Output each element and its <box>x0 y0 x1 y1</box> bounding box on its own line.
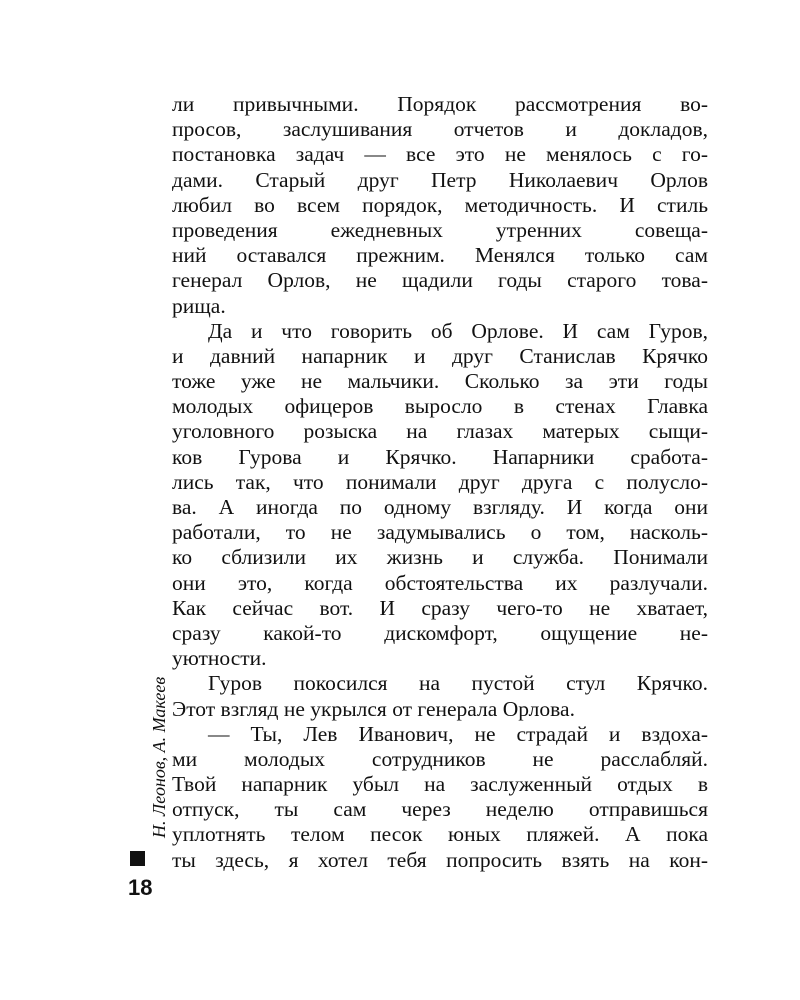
text-line: ми молодых сотрудников не расслабляй. <box>172 746 708 771</box>
text-line: любил во всем порядок, методичность. И стиль <box>172 192 708 217</box>
text-line: ли привычными. Порядок рассмотрения во- <box>172 92 708 116</box>
text-line: проведения ежедневных утренних совеща- <box>172 217 708 242</box>
text-line: и давний напарник и друг Станислав Крячко <box>172 343 708 368</box>
paragraph-start-line: — Ты, Лев Иванович, не страдай и вздоха- <box>208 721 708 746</box>
body-text <box>172 92 708 873</box>
text-line: рища. <box>172 293 226 318</box>
running-head-authors: Н. Леонов, А. Макеев <box>149 676 169 838</box>
text-line: работали, то не задумывались о том, насколь- <box>172 520 708 545</box>
square-marker-icon <box>130 851 145 866</box>
text-line: молодых офицеров выросло в стенах Главка <box>172 394 708 419</box>
paragraph-start-line: Гуров покосился на пустой стул Крячко. <box>208 671 708 696</box>
text-line: Твой напарник убыл на заслуженный отдых в <box>172 772 708 797</box>
text-line: постановка задач — все это не менялось с го- <box>172 142 708 167</box>
text-line: они это, когда обстоятельства их разлучали. <box>172 570 708 595</box>
text-line: Этот взгляд не укрылся от генерала Орлова. <box>172 696 575 721</box>
text-line: просов, заслушивания отчетов и докладов, <box>172 117 708 142</box>
text-line: Как сейчас вот. И сразу чего-то не хватает, <box>172 595 708 620</box>
text-line: уютности. <box>172 646 267 671</box>
text-line: уголовного розыска на глазах матерых сыщи- <box>172 419 708 444</box>
text-line: сразу какой-то дискомфорт, ощущение не- <box>172 620 708 645</box>
text-line: ко сблизили их жизнь и служба. Понимали <box>172 545 708 570</box>
text-line: ков Гурова и Крячко. Напарники сработа- <box>172 444 708 469</box>
text-line: лись так, что понимали друг друга с полусло- <box>172 469 708 494</box>
text-line: отпуск, ты сам через неделю отправишься <box>172 797 708 822</box>
text-line: генерал Орлов, не щадили годы старого това- <box>172 268 708 293</box>
paragraph-start-line: Да и что говорить об Орлове. И сам Гуров, <box>208 318 708 343</box>
text-line: уплотнять телом песок юных пляжей. А пока <box>172 822 708 847</box>
page-number: 18 <box>128 875 153 900</box>
text-line: тоже уже не мальчики. Сколько за эти годы <box>172 369 708 394</box>
text-line: ва. А иногда по одному взгляду. И когда они <box>172 495 708 519</box>
text-line: ний оставался прежним. Менялся только сам <box>172 243 708 268</box>
text-line: дами. Старый друг Петр Николаевич Орлов <box>172 167 708 192</box>
text-line: ты здесь, я хотел тебя попросить взять на кон- <box>172 847 708 872</box>
